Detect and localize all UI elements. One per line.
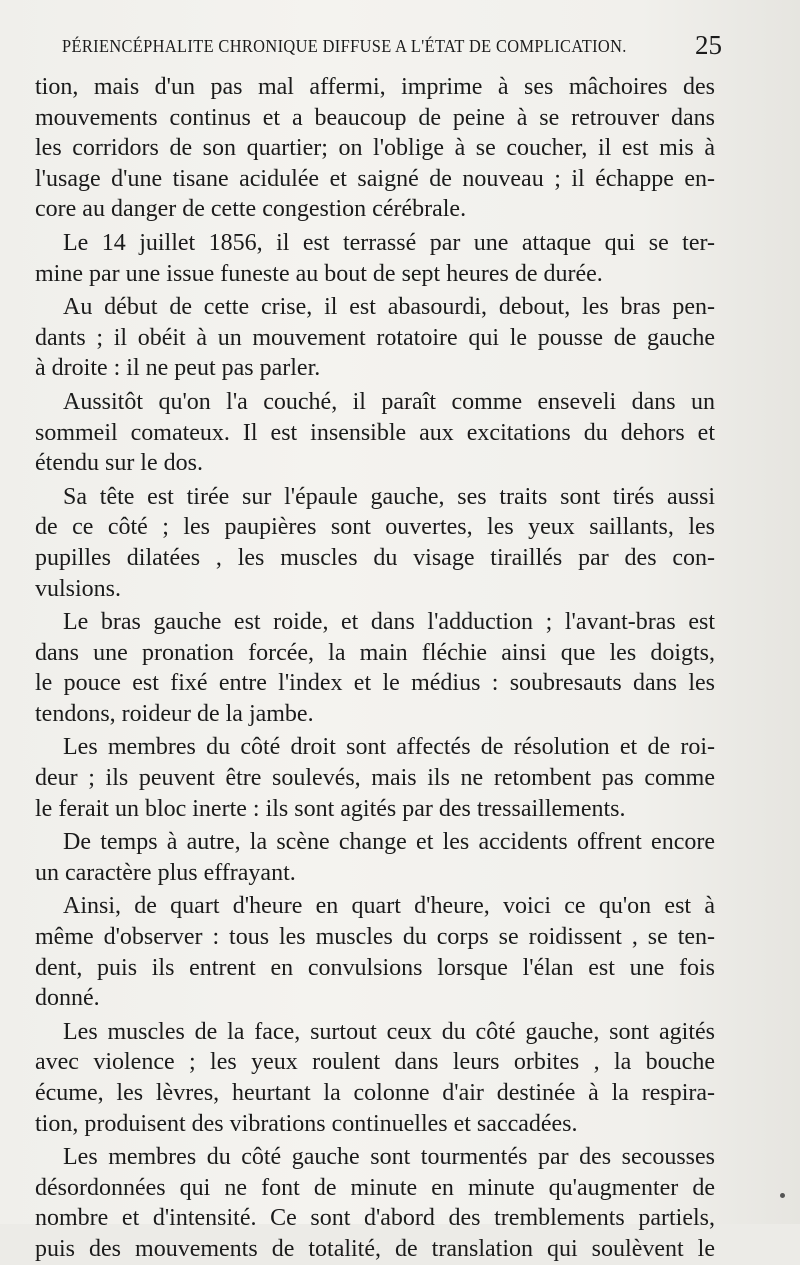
running-title: PÉRIENCÉPHALITE CHRONIQUE DIFFUSE A L'ÉTAT DE COMPLICATION.	[62, 36, 627, 56]
text-line: étendu sur le dos.	[35, 450, 203, 477]
paragraph	[35, 228, 715, 289]
text-line: l'usage d'une tisane acidulée et saigné de nouveau ; il échappe en-	[35, 165, 715, 192]
text-line: désordonnées qui ne font de minute en minute qu'augmenter de	[35, 1174, 715, 1201]
text-line: dants ; il obéit à un mouvement rotatoire qui le pousse de gauche	[35, 324, 715, 351]
text-line: mine par une issue funeste au bout de sept heures de durée.	[35, 260, 603, 287]
text-line: nombre et d'intensité. Ce sont d'abord des tremblements partiels,	[35, 1205, 715, 1232]
text-line: Ainsi, de quart d'heure en quart d'heure, voici ce qu'on est à	[63, 893, 715, 920]
text-line: même d'observer : tous les muscles du corps se roidissent , se ten-	[35, 924, 715, 951]
text-line: tendons, roideur de la jambe.	[35, 700, 314, 727]
paragraph	[35, 482, 715, 604]
text-line: les corridors de son quartier; on l'oblige à se coucher, il est mis à	[35, 135, 715, 162]
text-line: puis des mouvements de totalité, de translation qui soulèvent le	[35, 1235, 715, 1262]
running-head	[62, 32, 722, 60]
text-line: le pouce est fixé entre l'index et le médius : soubresauts dans les	[35, 670, 715, 697]
text-line: avec violence ; les yeux roulent dans leurs orbites , la bouche	[35, 1049, 715, 1076]
text-line: Le bras gauche est roide, et dans l'adduction ; l'avant-bras est	[63, 609, 715, 636]
text-line: Les membres du côté gauche sont tourmentés par des secousses	[63, 1144, 715, 1171]
text-line: pupilles dilatées , les muscles du visage tiraillés par des con-	[35, 544, 715, 571]
text-line: de ce côté ; les paupières sont ouvertes, les yeux saillants, les	[35, 514, 715, 541]
paragraph	[35, 387, 715, 479]
text-line: à droite : il ne peut pas parler.	[35, 355, 321, 382]
text-line: Au début de cette crise, il est abasourdi, debout, les bras pen-	[63, 294, 715, 321]
text-line: tion, produisent des vibrations continuelles et saccadées.	[35, 1110, 578, 1137]
text-line: Les muscles de la face, surtout ceux du côté gauche, sont agités	[63, 1018, 715, 1045]
text-line: dans une pronation forcée, la main fléchie ainsi que les doigts,	[35, 639, 715, 666]
text-line: tion, mais d'un pas mal affermi, imprime à ses mâchoires des	[35, 74, 715, 100]
paragraph	[35, 1142, 715, 1264]
paragraph	[35, 1017, 715, 1139]
paragraph	[35, 292, 715, 384]
text-line: Les membres du côté droit sont affectés de résolution et de roi-	[63, 734, 715, 761]
paragraph	[35, 732, 715, 824]
text-line: dent, puis ils entrent en convulsions lorsque l'élan est une fois	[35, 954, 715, 981]
text-line: deur ; ils peuvent être soulevés, mais ils ne retombent pas comme	[35, 765, 715, 792]
margin-speck	[780, 1193, 785, 1198]
text-line: Sa tête est tirée sur l'épaule gauche, ses traits sont tirés aussi	[63, 483, 715, 510]
paragraph	[35, 891, 715, 1013]
text-line: sommeil comateux. Il est insensible aux excitations du dehors et	[35, 419, 715, 446]
text-line: core au danger de cette congestion cérébrale.	[35, 196, 467, 223]
paragraph	[35, 827, 715, 888]
text-line: De temps à autre, la scène change et les accidents offrent encore	[63, 829, 715, 856]
body-text	[35, 72, 715, 1265]
text-line: écume, les lèvres, heurtant la colonne d'air destinée à la respira-	[35, 1080, 715, 1106]
paragraph	[35, 607, 715, 729]
text-line: le ferait un bloc inerte : ils sont agités par des tressaillements.	[35, 795, 626, 822]
paragraph	[35, 72, 715, 225]
page-number: 25	[695, 30, 722, 60]
text-line: vulsions.	[35, 575, 122, 602]
text-line: donné.	[35, 985, 100, 1012]
text-line: Aussitôt qu'on l'a couché, il paraît comme enseveli dans un	[63, 388, 715, 415]
text-line: mouvements continus et a beaucoup de peine à se retrouver dans	[35, 104, 715, 131]
text-line: Le 14 juillet 1856, il est terrassé par une attaque qui se ter-	[63, 229, 715, 256]
text-line: un caractère plus effrayant.	[35, 859, 296, 886]
